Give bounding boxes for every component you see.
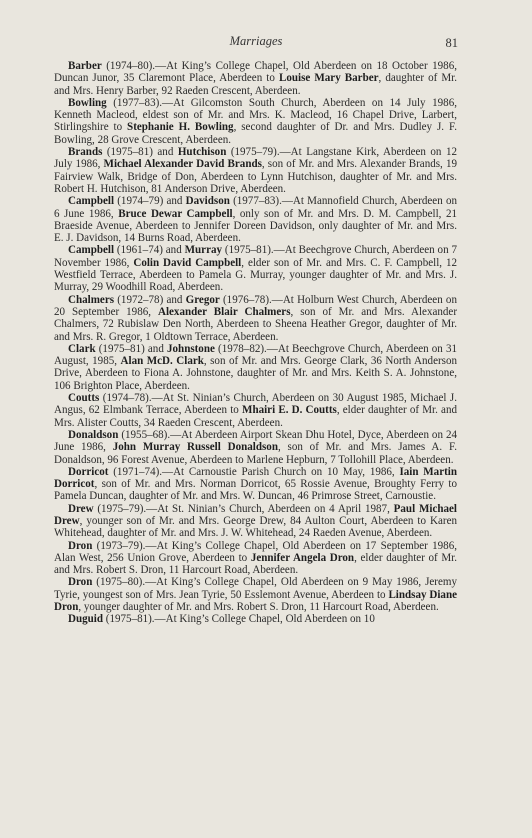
- entry-name-bold: Alexander Blair Chalmers: [157, 305, 291, 318]
- entry-text: , son of Mr. and Mrs. Alexander Chalmers, 72 Rubislaw Den North, Aberdeen to Sheena Heather Gregor, daughter of Mr. and Mrs. R. Gregor, 1 Oldtown Terrace, Aberdeen.: [54, 305, 457, 343]
- marriage-entry: [54, 613, 457, 625]
- marriage-entries: [54, 60, 457, 626]
- marriage-entry: [54, 97, 457, 146]
- entry-name-bold: Murray: [184, 244, 223, 257]
- entry-name-bold: Mhairi E. D. Coutts: [242, 404, 337, 417]
- entry-name-bold: Lindsay Diane Dron: [54, 588, 458, 614]
- entry-text: , son of Mr. and Mrs. James A. F. Donaldson, 96 Forest Avenue, Aberdeen to Marlene Hepburn, 7 Tollohill Place, Aberdeen.: [54, 441, 457, 466]
- marriage-entry: [54, 576, 457, 613]
- marriage-entry: [54, 146, 457, 195]
- entry-text: (1975–81).—At King’s College Chapel, Old Aberdeen on 10: [103, 613, 375, 626]
- entry-text: (1977–83).—At Gilcomston South Church, Aberdeen on 14 July 1986, Kenneth Macleod, eldest son of Mr. and Mrs. K. Macleod, 16 Chapel Drive, Larbert, Stirlingshire to: [54, 96, 457, 134]
- running-title: Marriages: [229, 34, 283, 48]
- entry-name-bold: Stephanie H. Bowling: [127, 121, 234, 134]
- entry-surname: Bowling: [68, 96, 107, 109]
- entry-surname: Barber: [68, 60, 102, 72]
- entry-text: , younger son of Mr. and Mrs. George Drew, 84 Aulton Court, Aberdeen to Karen Whitehead, daughter of Mr. and Mrs. J. W. Whitehead, 24 Raeden Avenue, Aberdeen.: [54, 514, 457, 540]
- entry-text: (1974–78).—At St. Ninian’s Church, Aberdeen on 30 August 1985, Michael J. Angus, 62 Elmbank Terrace, Aberdeen to: [54, 392, 457, 417]
- marriage-entry: [54, 503, 457, 540]
- entry-text: (1975–80).—At King’s College Chapel, Old Aberdeen on 9 May 1986, Jeremy Tyrie, youngest son of Mrs. Jean Tyrie, 50 Esslemont Avenue, Aberdeen to: [54, 576, 457, 601]
- entry-name-bold: Iain Martin Dorricot: [54, 465, 457, 491]
- entry-text: , second daughter of Dr. and Mrs. Dudley J. F. Bowling, 28 Grove Crescent, Aberdeen.: [54, 121, 457, 146]
- entry-name-bold: Alan McD. Clark: [120, 355, 204, 368]
- entry-name-bold: Paul Michael Drew: [54, 502, 457, 527]
- entry-text: , elder son of Mr. and Mrs. C. F. Campbell, 12 Westfield Terrace, Aberdeen to Pamela G. Murray, younger daughter of Mr. and Mrs. J. Murray, 29 Woodhill Road, Aberdeen.: [54, 256, 457, 294]
- marriage-entry: [54, 540, 457, 577]
- entry-text: , son of Mr. and Mrs. Alexander Brands, 19 Fairview Walk, Bridge of Don, Aberdeen to Lynn Hutchison, daughter of Mr. and Mrs. Robert H. Hutchison, 81 Anderson Drive, Aberdeen.: [54, 158, 457, 195]
- entry-name-bold: Michael Alexander David Brands: [103, 158, 262, 171]
- entry-text: (1955–68).—At Aberdeen Airport Skean Dhu Hotel, Dyce, Aberdeen on 24 June 1986,: [54, 428, 457, 454]
- entry-name-bold: Johnstone: [167, 342, 215, 355]
- entry-surname: Drew: [68, 502, 94, 515]
- marriage-entry: [54, 429, 457, 466]
- entry-text: (1972–78) and: [114, 293, 186, 306]
- entry-name-bold: Gregor: [185, 293, 220, 306]
- entry-name-bold: Bruce Dewar Campbell: [118, 207, 233, 220]
- entry-surname: Duguid: [68, 613, 104, 626]
- marriage-entry: [54, 294, 457, 343]
- entry-name-bold: John Murray Russell Donaldson: [112, 441, 278, 454]
- entry-name-bold: Louise Mary Barber: [278, 72, 379, 85]
- entry-name-bold: Davidson: [185, 195, 230, 208]
- entry-surname: Dron: [68, 539, 93, 552]
- entry-text: (1975–79).—At St. Ninian’s Church, Aberdeen on 4 April 1987,: [93, 502, 394, 515]
- entry-text: (1971–74).—At Carnoustie Parish Church on 10 May, 1986,: [108, 465, 400, 478]
- entry-surname: Clark: [68, 342, 96, 355]
- entry-text: (1974–79) and: [114, 195, 186, 208]
- entry-text: (1976–78).—At Holburn West Church, Aberdeen on 20 September 1986,: [54, 293, 457, 318]
- entry-surname: Coutts: [68, 392, 100, 405]
- entry-surname: Donaldson: [68, 428, 119, 441]
- page-number: 81: [445, 36, 458, 50]
- entry-surname: Dron: [68, 576, 93, 589]
- marriage-entry: [54, 466, 457, 503]
- entry-surname: Campbell: [68, 195, 115, 208]
- marriage-entry: [54, 392, 457, 429]
- marriage-entry: [54, 60, 457, 97]
- page-header: [54, 32, 458, 52]
- entry-text: (1973–79).—At King’s College Chapel, Old Aberdeen on 17 September 1986, Alan West, 256 Union Grove, Aberdeen to: [54, 539, 457, 564]
- entry-surname: Brands: [68, 146, 103, 159]
- entry-name-bold: Colin David Campbell: [133, 256, 242, 269]
- entry-text: (1975–81).—At Beechgrove Church, Aberdeen on 7 November 1986,: [54, 244, 457, 269]
- entry-text: (1975–79).—At Langstane Kirk, Aberdeen on 12 July 1986,: [54, 146, 457, 171]
- entry-text: , only son of Mr. and Mrs. D. M. Campbell, 21 Braeside Avenue, Aberdeen to Jennifer Doreen Davidson, only daughter of Mr. and Mrs. E. J. Davidson, 14 Burns Road, Aberdeen.: [54, 207, 457, 245]
- entry-text: (1975–81) and: [102, 146, 178, 159]
- marriage-entry: [54, 195, 457, 244]
- entry-text: (1975–81) and: [95, 342, 167, 355]
- entry-text: (1978–82).—At Beechgrove Church, Aberdeen on 31 August, 1985,: [54, 342, 458, 368]
- entry-surname: Campbell: [68, 244, 115, 257]
- entry-text: , younger daughter of Mr. and Mrs. Robert S. Dron, 11 Harcourt Road, Aberdeen.: [78, 601, 439, 614]
- entry-text: , elder daughter of Mr. and Mrs. Alister Coutts, 34 Raeden Crescent, Aberdeen.: [54, 404, 457, 429]
- entry-surname: Chalmers: [68, 293, 115, 306]
- entry-surname: Dorricot: [68, 465, 109, 478]
- entry-text: , daughter of Mr. and Mrs. Henry Barber, 92 Raeden Crescent, Aberdeen.: [54, 72, 457, 97]
- marriage-entry: [54, 244, 457, 293]
- entry-text: , son of Mr. and Mrs. George Clark, 36 North Anderson Drive, Aberdeen to Fiona A. Johnstone, daughter of Mr. and Mrs. Keith S. A. Johnstone, 106 Brighton Place, Aberdeen.: [54, 355, 457, 392]
- entry-name-bold: Jennifer Angela Dron: [250, 551, 355, 564]
- entry-name-bold: Hutchison: [177, 146, 227, 159]
- entry-text: , elder daughter of Mr. and Mrs. Robert S. Dron, 11 Harcourt Road, Aberdeen.: [54, 551, 458, 577]
- entry-text: (1961–74) and: [114, 244, 185, 257]
- entry-text: (1977–83).—At Mannofield Church, Aberdeen on 6 June 1986,: [54, 195, 457, 220]
- marriage-entry: [54, 343, 457, 392]
- entry-text: (1974–80).—At King’s College Chapel, Old Aberdeen on 18 October 1986, Duncan Junor, 35 Claremont Place, Aberdeen to: [54, 60, 457, 85]
- entry-text: , son of Mr. and Mrs. Norman Dorricot, 65 Rossie Avenue, Broughty Ferry to Pamela Duncan, daughter of Mr. and Mrs. W. Duncan, 46 Primrose Street, Carnoustie.: [54, 478, 457, 503]
